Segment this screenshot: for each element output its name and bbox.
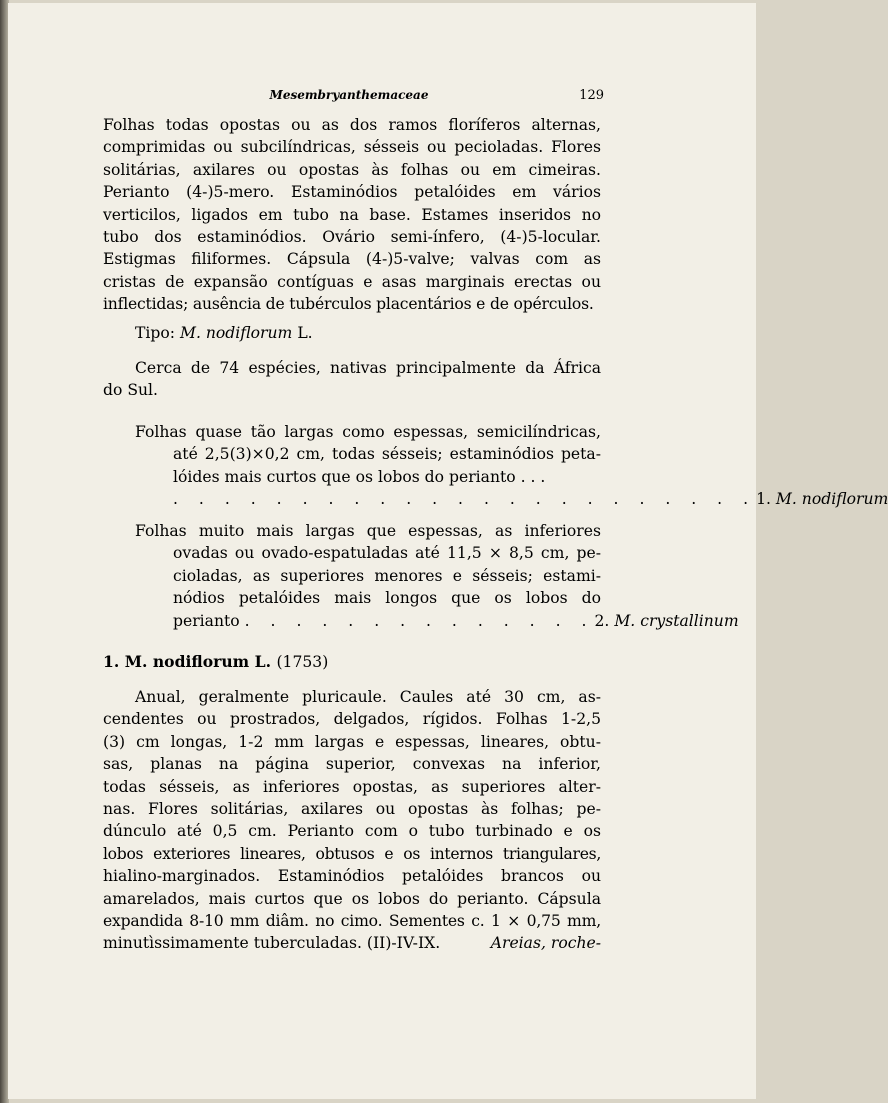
- species-heading-year: (1753): [276, 653, 329, 671]
- running-title: Mesembryanthemaceae: [269, 88, 429, 102]
- key-entry-1: [103, 421, 888, 511]
- text-line: solitárias, axilares ou opostas às folhas ou em cimeiras.: [103, 160, 601, 179]
- text-line: Estigmas filiformes. Cápsula (4-)5-valve; valvas com as: [103, 250, 601, 269]
- text-line: expandida 8-10 mm diâm. no cimo. Sementes c. 1 × 0,75 mm,: [103, 912, 601, 931]
- text-line: lobos exteriores lineares, obtusos e os internos triangulares,: [103, 844, 601, 863]
- text-line: nódios petalóides mais longos que os lobos do: [173, 589, 601, 608]
- text-line: ovadas ou ovado-espatuladas até 11,5 × 8,5 cm, pe-: [173, 544, 601, 563]
- key-entry-2: [103, 520, 739, 632]
- species-heading: [103, 652, 328, 671]
- species-count: [103, 357, 601, 402]
- text-line: lóides mais curtos que os lobos do perianto . . .: [173, 467, 546, 486]
- text-line: cioladas, as superiores menores e sésseis; estami-: [173, 566, 601, 585]
- species-description: [103, 686, 601, 955]
- type-label: Tipo:: [135, 324, 176, 342]
- text-line: até 2,5(3)×0,2 cm, todas sésseis; estaminódios peta-: [173, 445, 601, 464]
- text-line: cristas de expansão contíguas e asas marginais erectas ou: [103, 272, 601, 291]
- page-header: [94, 88, 604, 108]
- text-line: sas, planas na página superior, convexas na inferior,: [103, 755, 601, 774]
- text-line: tubo dos estaminódios. Ovário semi-ínfero, (4-)5-locular.: [103, 228, 601, 247]
- text-line: hialino-marginados. Estaminódios petalóides brancos ou: [103, 867, 601, 886]
- text-line: verticilos, ligados em tubo na base. Estames inseridos no: [103, 205, 601, 224]
- type-line: [103, 322, 601, 344]
- text-line: Cerca de 74 espécies, nativas principalmente da África: [135, 359, 601, 377]
- genus-description: [103, 114, 601, 316]
- key-result-line: [103, 488, 888, 510]
- text-line: [103, 932, 601, 954]
- type-author: L.: [297, 324, 313, 342]
- key-result-number: 1.: [756, 490, 771, 509]
- text-line: Folhas todas opostas ou as dos ramos floríferos alternas,: [103, 116, 601, 134]
- habitat-text: Areias, roche-: [490, 934, 601, 953]
- text-line: do Sul.: [103, 381, 158, 400]
- text-line: Folhas muito mais largas que espessas, as inferiores: [135, 522, 601, 540]
- text-line: dúnculo até 0,5 cm. Perianto com o tubo turbinado e os: [103, 822, 601, 841]
- text-line: nas. Flores solitárias, axilares ou opostas às folhas; pe-: [103, 800, 601, 819]
- species-heading-name: 1. M. nodiflorum L.: [103, 652, 272, 671]
- text-line: comprimidas ou subcilíndricas, sésseis ou pecioladas. Flores: [103, 138, 601, 157]
- type-species: M. nodiflorum: [179, 324, 293, 342]
- key-last-text: perianto: [173, 611, 240, 630]
- text-line-start: minutìssimamente tuberculadas. (II)-IV-IX.: [103, 934, 441, 953]
- key-result-name: M. crystallinum: [614, 611, 739, 630]
- text-line: Anual, geralmente pluricaule. Caules até 30 cm, as-: [135, 688, 601, 706]
- key-result-number: 2.: [594, 611, 610, 630]
- page-number: 129: [579, 88, 604, 103]
- leader-dots: . . . . . . . . . . . . . .: [244, 611, 595, 630]
- text-line: Folhas quase tão largas como espessas, semicilíndricas,: [135, 423, 601, 441]
- text-line: cendentes ou prostrados, delgados, rígidos. Folhas 1-2,5: [103, 710, 601, 729]
- text-line: (3) cm longas, 1-2 mm largas e espessas, lineares, obtu-: [103, 732, 601, 751]
- key-result-name: M. nodiflorum: [775, 490, 888, 509]
- text-line: Perianto (4-)5-mero. Estaminódios petalóides em vários: [103, 183, 601, 202]
- key-result-line: [103, 610, 739, 632]
- text-line: inflectidas; ausência de tubérculos placentários e de opérculos.: [103, 295, 594, 314]
- text-line: amarelados, mais curtos que os lobos do perianto. Cápsula: [103, 889, 601, 908]
- leader-dots: . . . . . . . . . . . . . . . . . . . . . . .: [173, 490, 757, 509]
- text-line: todas sésseis, as inferiores opostas, as superiores alter-: [103, 777, 601, 796]
